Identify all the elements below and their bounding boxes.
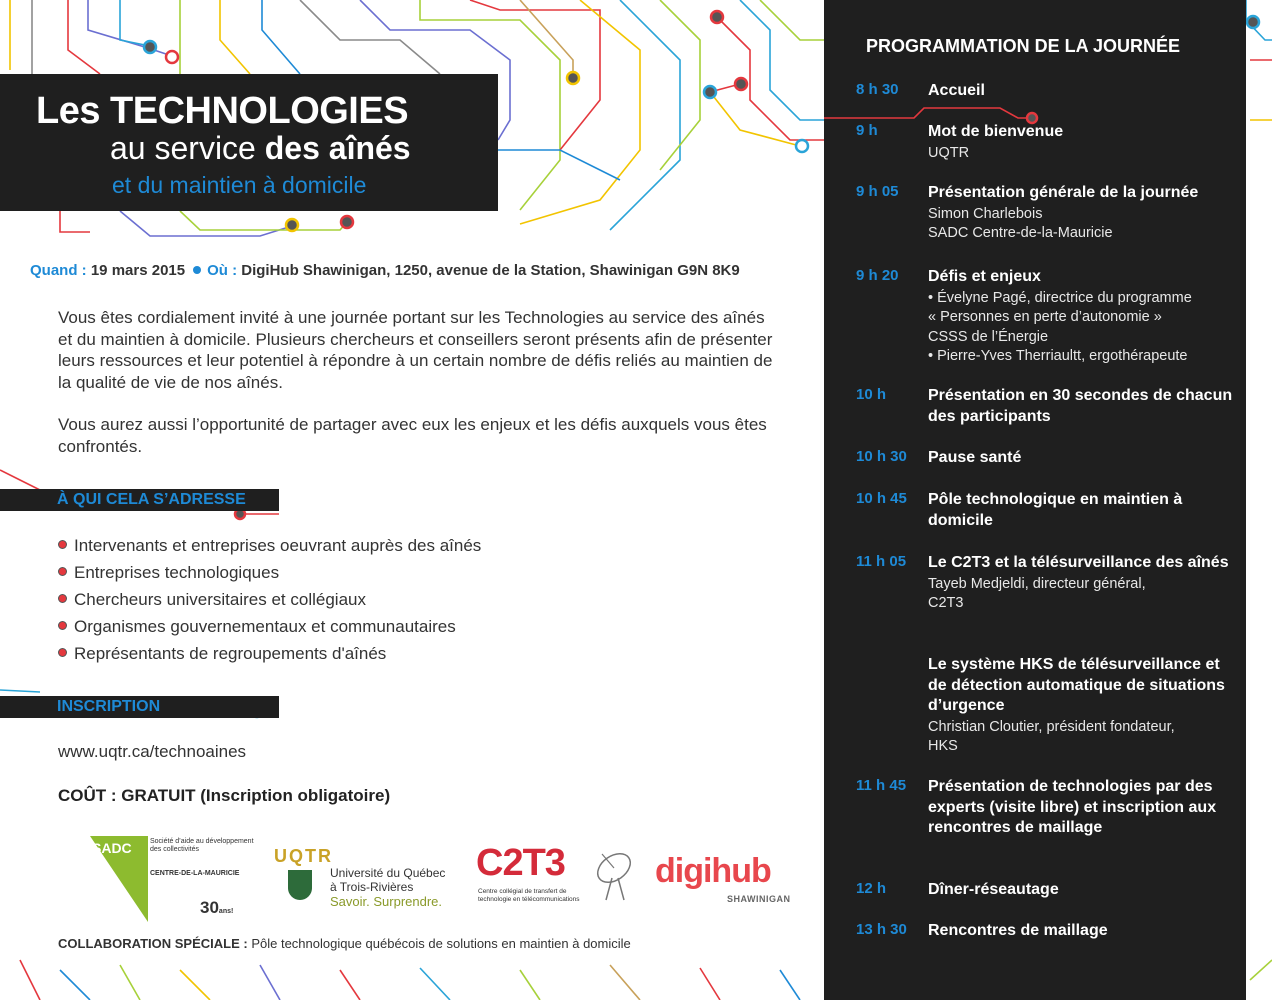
schedule-detail-line: Simon Charlebois — [928, 205, 1043, 222]
sadc-logo — [58, 836, 258, 922]
list-item — [58, 643, 481, 670]
audience-heading: À QUI CELA S’ADRESSE — [57, 491, 246, 508]
schedule-body — [928, 267, 1233, 367]
intro-text — [58, 307, 778, 478]
when-label: Quand : — [30, 262, 87, 279]
bullet-icon — [58, 594, 67, 603]
separator-dot — [193, 266, 201, 274]
cost-text: COÛT : GRATUIT (Inscription obligatoire) — [58, 786, 391, 805]
list-item-label: Intervenants et entreprises oeuvrant auprès des aînés — [74, 536, 482, 555]
schedule-title: Présentation de technologies par des experts (visite libre) et inscription aux rencontres de maillage — [928, 778, 1217, 836]
schedule-title: Accueil — [928, 82, 985, 99]
inscription-heading-bar — [0, 696, 279, 718]
intro-paragraph: Vous aurez aussi l’opportunité de partager avec eux les enjeux et les défis auxquels vous êtes confrontés. — [58, 415, 767, 456]
list-item-label: Chercheurs universitaires et collégiaux — [74, 590, 366, 609]
event-info — [30, 262, 740, 279]
sadc-years: 30 — [200, 898, 219, 917]
schedule-body — [928, 490, 1233, 531]
schedule-details — [928, 144, 1233, 164]
collab-text: Pôle technologique québécois de solutions en maintien à domicile — [251, 936, 631, 951]
schedule-title: Dîner-réseautage — [928, 881, 1059, 898]
registration-link[interactable]: www.uqtr.ca/technoaines — [58, 742, 247, 761]
c2t3-text: Centre collégial de transfert de technologie en télécommunications — [478, 888, 580, 903]
list-item-label: Organismes gouvernementaux et communautaires — [74, 617, 456, 636]
sadc-name: SADC — [92, 840, 132, 856]
schedule-details — [928, 718, 1233, 757]
sadc-anniversary — [200, 898, 233, 918]
schedule-detail-line: CSSS de l’Énergie — [928, 328, 1049, 345]
schedule-detail-line: HKS — [928, 738, 958, 754]
schedule-detail-line: SADC Centre-de-la-Mauricie — [928, 225, 1113, 241]
title-line2 — [110, 130, 411, 167]
schedule-title: Présentation générale de la journée — [928, 184, 1199, 201]
schedule-heading: PROGRAMMATION DE LA JOURNÉE — [866, 36, 1181, 56]
digihub-city: SHAWINIGAN — [727, 894, 791, 904]
schedule-time: 11 h 45 — [856, 777, 907, 794]
schedule-details — [928, 289, 1233, 367]
panel-circuit-decoration — [824, 0, 1246, 130]
schedule-panel — [824, 0, 1246, 1000]
collab-label: COLLABORATION SPÉCIALE : — [58, 936, 248, 951]
c2t3-logo — [476, 840, 636, 910]
digihub-logo — [655, 852, 805, 912]
schedule-time: 12 h — [856, 880, 887, 897]
schedule-time: 8 h 30 — [856, 81, 899, 98]
uqtr-mark: UQTR — [274, 846, 333, 866]
schedule-body — [928, 386, 1233, 427]
schedule-body — [928, 777, 1233, 839]
schedule-body — [928, 553, 1233, 614]
title-line2-light: au service — [110, 130, 256, 166]
list-item-label: Entreprises technologiques — [74, 563, 280, 582]
bullet-icon — [58, 567, 67, 576]
schedule-detail-line: C2T3 — [928, 595, 964, 611]
bullet-icon — [58, 540, 67, 549]
schedule-details — [928, 205, 1233, 244]
schedule-title: Rencontres de maillage — [928, 922, 1108, 939]
bullet-icon — [58, 648, 67, 657]
schedule-title: Défis et enjeux — [928, 268, 1041, 285]
schedule-title: Pause santé — [928, 449, 1022, 466]
inscription-heading: INSCRIPTION — [57, 698, 161, 715]
where-label: Où : — [207, 262, 238, 279]
schedule-body — [928, 81, 1233, 102]
schedule-title: Le C2T3 et la télésurveillance des aînés — [928, 554, 1229, 571]
audience-heading-bar — [0, 489, 279, 511]
uqtr-name: Université du Québec à Trois-Rivières — [330, 866, 446, 894]
schedule-detail-line: • Pierre-Yves Therriaultt, ergothérapeute — [928, 348, 1188, 364]
schedule-title: Le système HKS de télésurveillance et de détection automatique de situations d’urgence — [928, 656, 1225, 714]
schedule-body — [928, 880, 1233, 901]
uqtr-slogan: Savoir. Surprendre. — [330, 894, 443, 909]
list-item — [58, 589, 481, 616]
schedule-title: Mot de bienvenue — [928, 123, 1064, 140]
schedule-detail-line: Tayeb Medjeldi, directeur général, — [928, 575, 1146, 592]
schedule-time: 9 h — [856, 122, 878, 139]
list-item — [58, 616, 481, 643]
audience-list — [58, 535, 481, 670]
schedule-time: 10 h — [856, 386, 887, 403]
schedule-body — [928, 122, 1233, 163]
collaboration-note — [58, 936, 631, 951]
schedule-time: 10 h 30 — [856, 448, 907, 465]
sadc-years-suffix: ans! — [218, 908, 234, 915]
schedule-detail-line: Christian Cloutier, président fondateur, — [928, 718, 1175, 735]
schedule-body — [928, 655, 1233, 757]
schedule-body — [928, 183, 1233, 244]
list-item — [58, 562, 481, 589]
list-item — [58, 535, 481, 562]
schedule-title: Présentation en 30 secondes de chacun des participants — [928, 387, 1233, 425]
schedule-detail-line: « Personnes en perte d’autonomie » — [928, 309, 1162, 325]
title-banner — [0, 74, 498, 211]
schedule-time: 9 h 05 — [856, 183, 899, 200]
schedule-body — [928, 448, 1233, 469]
c2t3-name: C2T3 — [476, 842, 565, 884]
schedule-time: 10 h 45 — [856, 490, 907, 507]
title-line1: Les TECHNOLOGIES — [36, 90, 409, 132]
event-location: DigiHub Shawinigan, 1250, avenue de la Station, Shawinigan G9N 8K9 — [241, 262, 740, 279]
schedule-time: 13 h 30 — [856, 921, 907, 938]
schedule-detail-line: • Évelyne Pagé, directrice du programme — [928, 289, 1192, 306]
title-line3: et du maintien à domicile — [112, 172, 367, 198]
sadc-text: Société d’aide au développement des collectivités — [150, 838, 254, 853]
schedule-detail-line: UQTR — [928, 144, 970, 161]
list-item-label: Représentants de regroupements d'aînés — [74, 644, 387, 663]
schedule-time: 11 h 05 — [856, 553, 907, 570]
bullet-icon — [58, 621, 67, 630]
schedule-time: 9 h 20 — [856, 267, 899, 284]
schedule-details — [928, 575, 1233, 614]
schedule-body — [928, 921, 1233, 942]
title-line2-bold: des aînés — [264, 130, 411, 166]
shield-icon — [288, 870, 312, 900]
uqtr-logo — [274, 846, 454, 912]
intro-paragraph: Vous êtes cordialement invité à une journée portant sur les Technologies au service des aînés et du maintien à domicile. Plusieurs chercheurs et conseillers seront présents afin de présenter leurs ressources et leur potentiel à répondre à un certain nombre de défis reliés au maintien de la qualité de vie de nos aînés. — [58, 308, 773, 392]
schedule-title: Pôle technologique en maintien à domicile — [928, 491, 1183, 529]
digihub-name: digihub — [655, 852, 771, 890]
sadc-region: CENTRE-DE-LA-MAURICIE — [150, 870, 240, 877]
event-date: 19 mars 2015 — [90, 262, 186, 279]
